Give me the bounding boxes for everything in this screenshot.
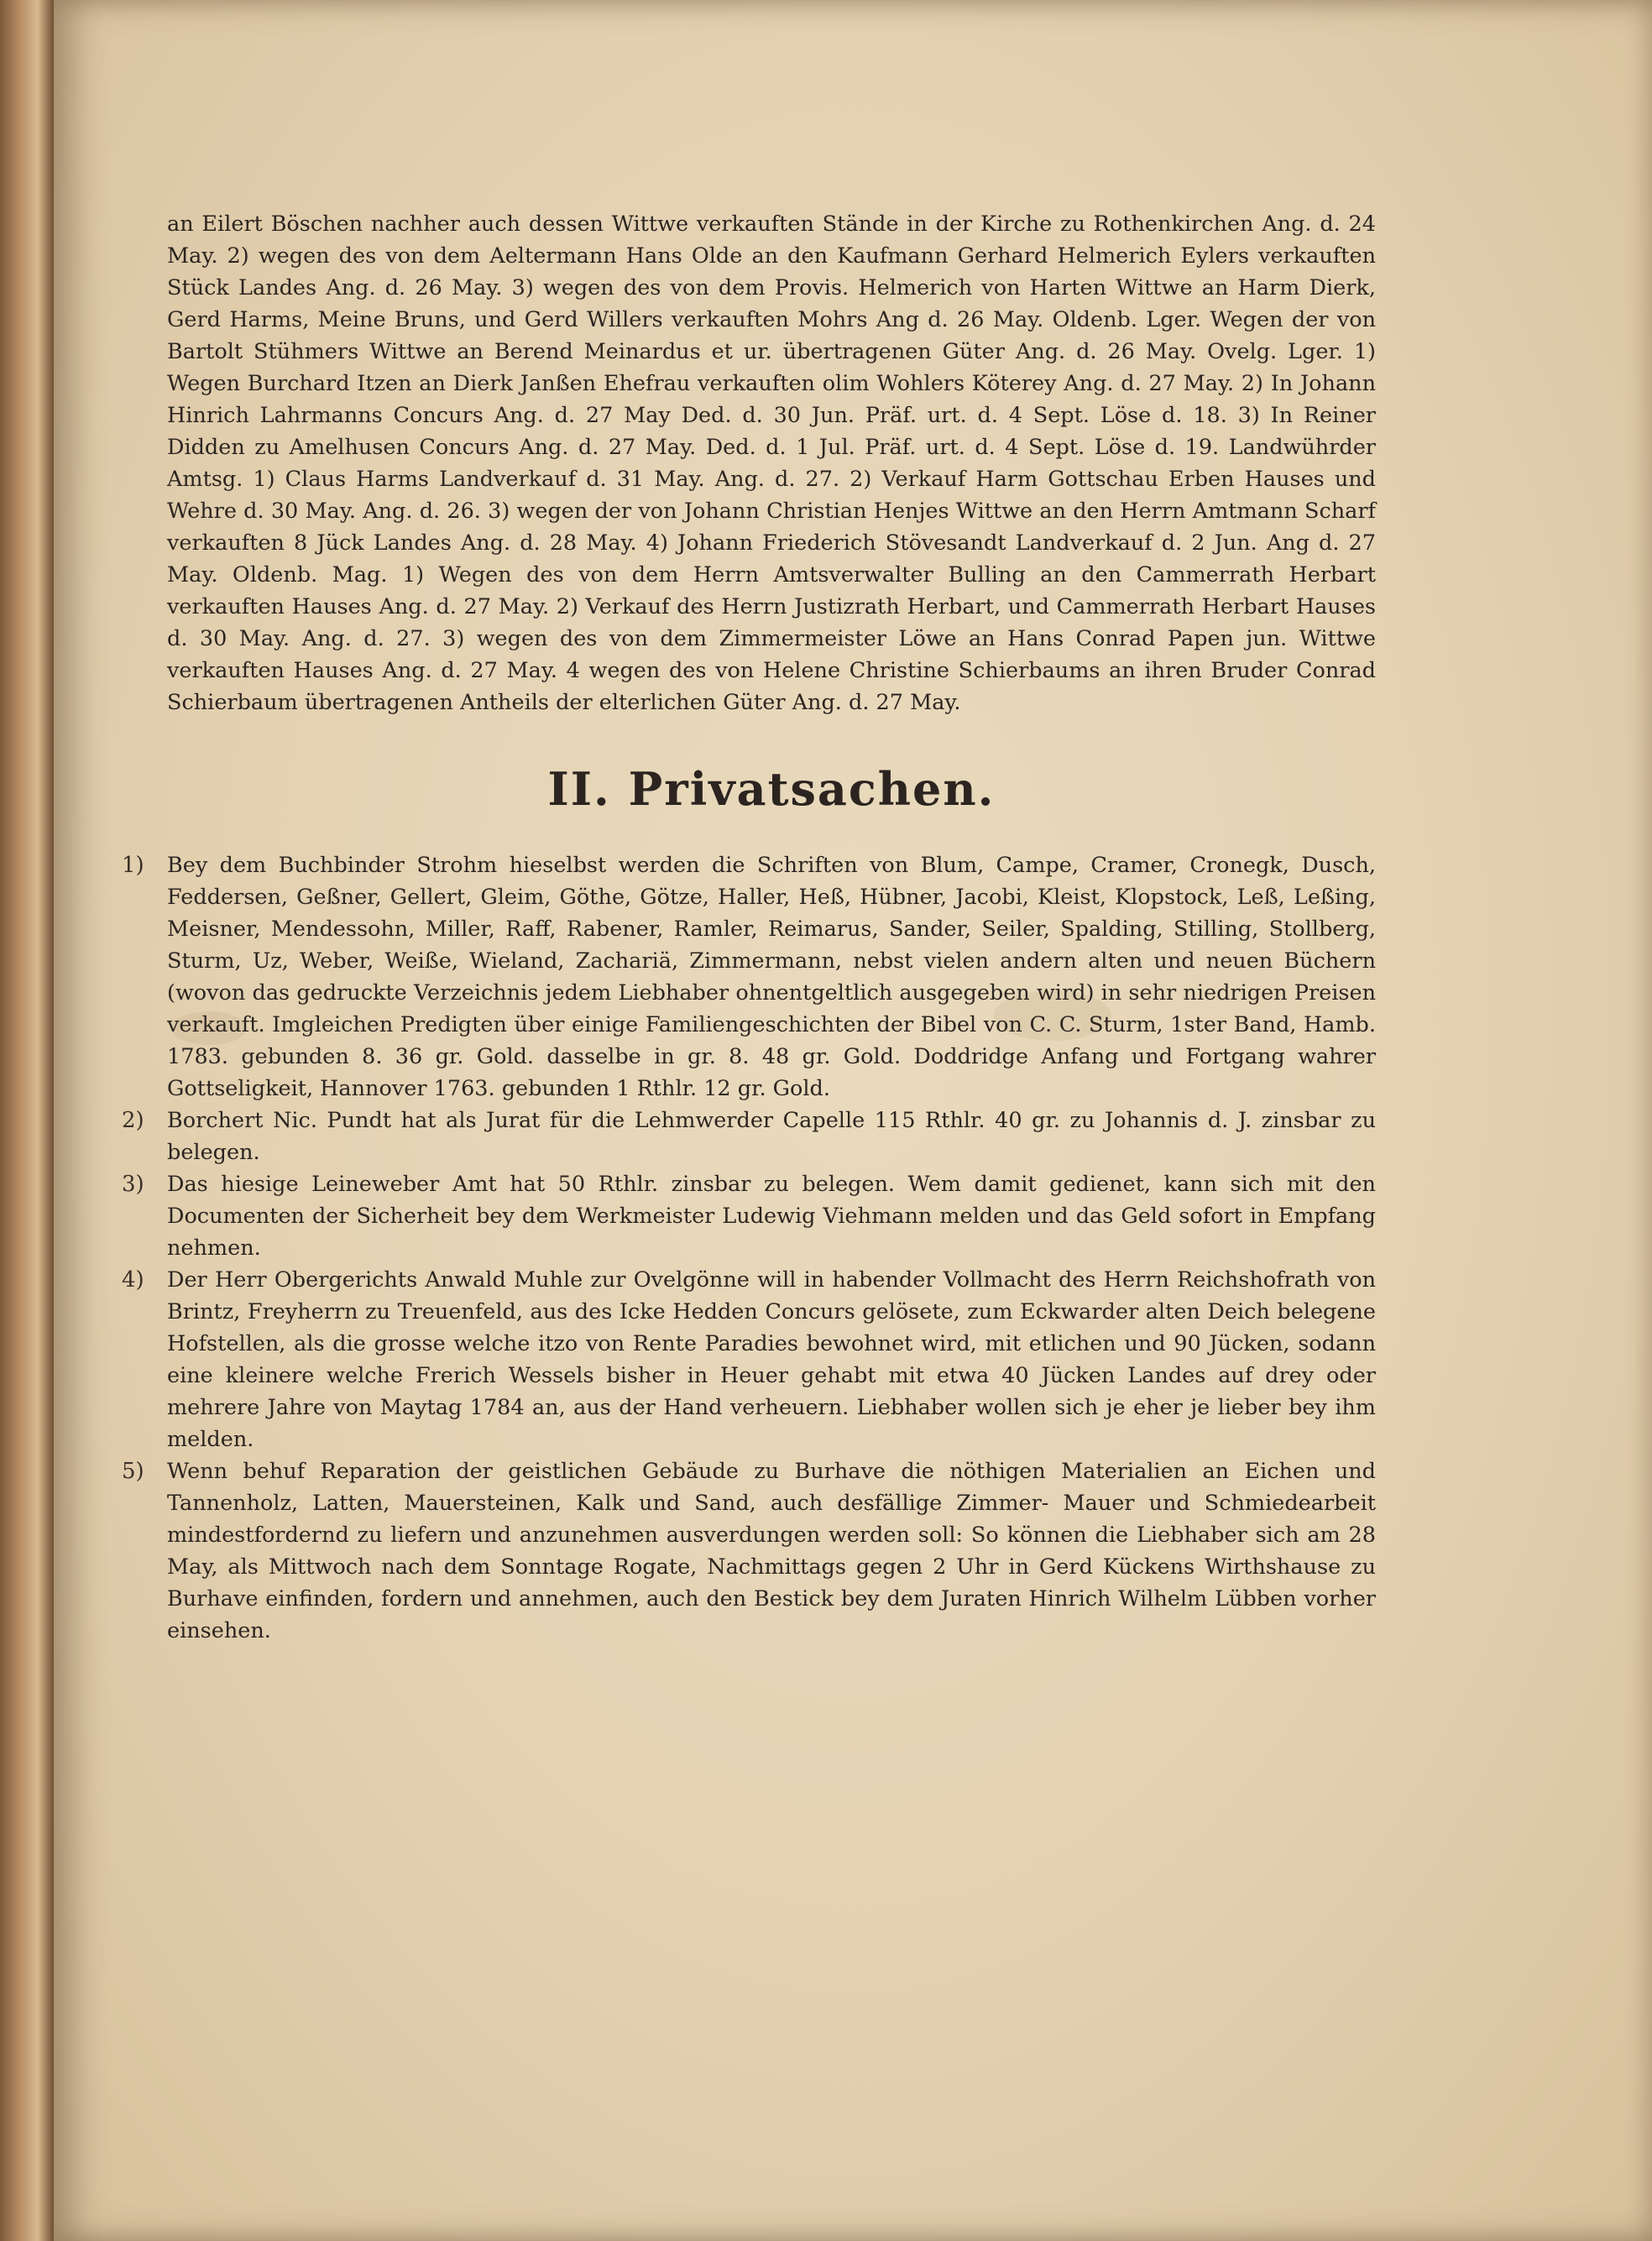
section-heading: II. Privatsachen.: [547, 762, 996, 816]
facing-page-edge: [0, 0, 54, 2241]
page-text: [122, 208, 1376, 1647]
book-page: [54, 0, 1652, 2241]
entry-number: 4): [122, 1267, 144, 1293]
entry-1: [122, 849, 1376, 1105]
entry-2: [122, 1105, 1376, 1168]
entry-4: [122, 1264, 1376, 1455]
entry-5: [122, 1455, 1376, 1647]
entry-text: Das hiesige Leineweber Amt hat 50 Rthlr. zinsbar zu belegen. Wem damit gedienet, kann sich mit den Documenten der Sicherheit bey dem Werkmeister Ludewig Viehmann melden und das Geld sofort in Empfang nehmen.: [167, 1172, 1376, 1261]
entry-number: 3): [122, 1172, 144, 1197]
entry-text: Borchert Nic. Pundt hat als Jurat für die Lehmwerder Capelle 115 Rthlr. 40 gr. zu Johannis d. J. zinsbar zu belegen.: [167, 1108, 1376, 1165]
entry-text: Wenn behuf Reparation der geistlichen Gebäude zu Burhave die nöthigen Materialien an Eichen und Tannenholz, Latten, Mauersteinen, Kalk und Sand, auch desfällige Zimmer- Mauer und Schmiedearbeit mindestfordernd zu liefern und anzunehmen ausverdungen werden soll: So können die Liebhaber sich am 28 May, als Mittwoch nach dem Sonntage Rogate, Nachmittags gegen 2 Uhr in Gerd Kückens Wirthshause zu Burhave einfinden, fordern und annehmen, auch den Bestick bey dem Juraten Hinrich Wilhelm Lübben vorher einsehen.: [167, 1459, 1376, 1643]
announcements-paragraph: an Eilert Böschen nachher auch dessen Wittwe verkauften Stände in der Kirche zu Rothenkirchen Ang. d. 24 May. 2) wegen des von dem Aeltermann Hans Olde an den Kaufmann Gerhard Helmerich Eylers verkauften Stück Landes Ang. d. 26 May. 3) wegen des von dem Provis. Helmerich von Harten Wittwe an Harm Dierk, Gerd Harms, Meine Bruns, und Gerd Willers verkauften Mohrs Ang d. 26 May. Oldenb. Lger. Wegen der von Bartolt Stühmers Wittwe an Berend Meinardus et ur. übertragenen Güter Ang. d. 26 May. Ovelg. Lger. 1) Wegen Burchard Itzen an Dierk Janßen Ehefrau verkauften olim Wohlers Köterey Ang. d. 27 May. 2) In Johann Hinrich Lahrmanns Concurs Ang. d. 27 May Ded. d. 30 Jun. Präf. urt. d. 4 Sept. Löse d. 18. 3) In Reiner Didden zu Amelhusen Concurs Ang. d. 27 May. Ded. d. 1 Jul. Präf. urt. d. 4 Sept. Löse d. 19. Landwührder Amtsg. 1) Claus Harms Landverkauf d. 31 May. Ang. d. 27. 2) Verkauf Harm Gottschau Erben Hauses und Wehre d. 30 May. Ang. d. 26. 3) wegen der von Johann Christian Henjes Wittwe an den Herrn Amtmann Scharf verkauften 8 Jück Landes Ang. d. 28 May. 4) Johann Friederich Stövesandt Landverkauf d. 2 Jun. Ang d. 27 May. Oldenb. Mag. 1) Wegen des von dem Herrn Amtsverwalter Bulling an den Cammerrath Herbart verkauften Hauses Ang. d. 27 May. 2) Verkauf des Herrn Justizrath Herbart, und Cammerrath Herbart Hauses d. 30 May. Ang. d. 27. 3) wegen des von dem Zimmermeister Löwe an Hans Conrad Papen jun. Wittwe verkauften Hauses Ang. d. 27 May. 4 wegen des von Helene Christine Schierbaums an ihren Bruder Conrad Schierbaum übertragenen Antheils der elterlichen Güter Ang. d. 27 May.: [167, 212, 1376, 715]
entry-number: 2): [122, 1108, 144, 1133]
entry-text: Bey dem Buchbinder Strohm hieselbst werden die Schriften von Blum, Campe, Cramer, Cronegk, Dusch, Feddersen, Geßner, Gellert, Gleim, Göthe, Götze, Haller, Heß, Hübner, Jacobi, Kleist, Klopstock, Leß, Leßing, Meisner, Mendessohn, Miller, Raff, Rabener, Ramler, Reimarus, Sander, Seiler, Spalding, Stilling, Stollberg, Sturm, Uz, Weber, Weiße, Wieland, Zachariä, Zimmermann, nebst vielen andern alten und neuen Büchern (wovon das gedruckte Verzeichnis jedem Liebhaber ohnentgeltlich ausgegeben wird) in sehr niedrigen Preisen verkauft. Imgleichen Predigten über einige Familiengeschichten der Bibel von C. C. Sturm, 1ster Band, Hamb. 1783. gebunden 8. 36 gr. Gold. dasselbe in gr. 8. 48 gr. Gold. Doddridge Anfang und Fortgang wahrer Gottseligkeit, Hannover 1763. gebunden 1 Rthlr. 12 gr. Gold.: [167, 853, 1376, 1101]
entry-number: 5): [122, 1459, 144, 1484]
entry-3: [122, 1168, 1376, 1264]
entry-text: Der Herr Obergerichts Anwald Muhle zur Ovelgönne will in habender Vollmacht des Herrn Reichshofrath von Brintz, Freyherrn zu Treuenfeld, aus des Icke Hedden Concurs gelösete, zum Eckwarder alten Deich belegene Hofstellen, als die grosse welche itzo von Rente Paradies bewohnet wird, mit etlichen und 90 Jücken, sodann eine kleinere welche Frerich Wessels bisher in Heuer gehabt mit etwa 40 Jücken Landes auf drey oder mehrere Jahre von Maytag 1784 an, aus der Hand verheuern. Liebhaber wollen sich je eher je lieber bey ihm melden.: [167, 1267, 1376, 1452]
entry-number: 1): [122, 853, 144, 878]
